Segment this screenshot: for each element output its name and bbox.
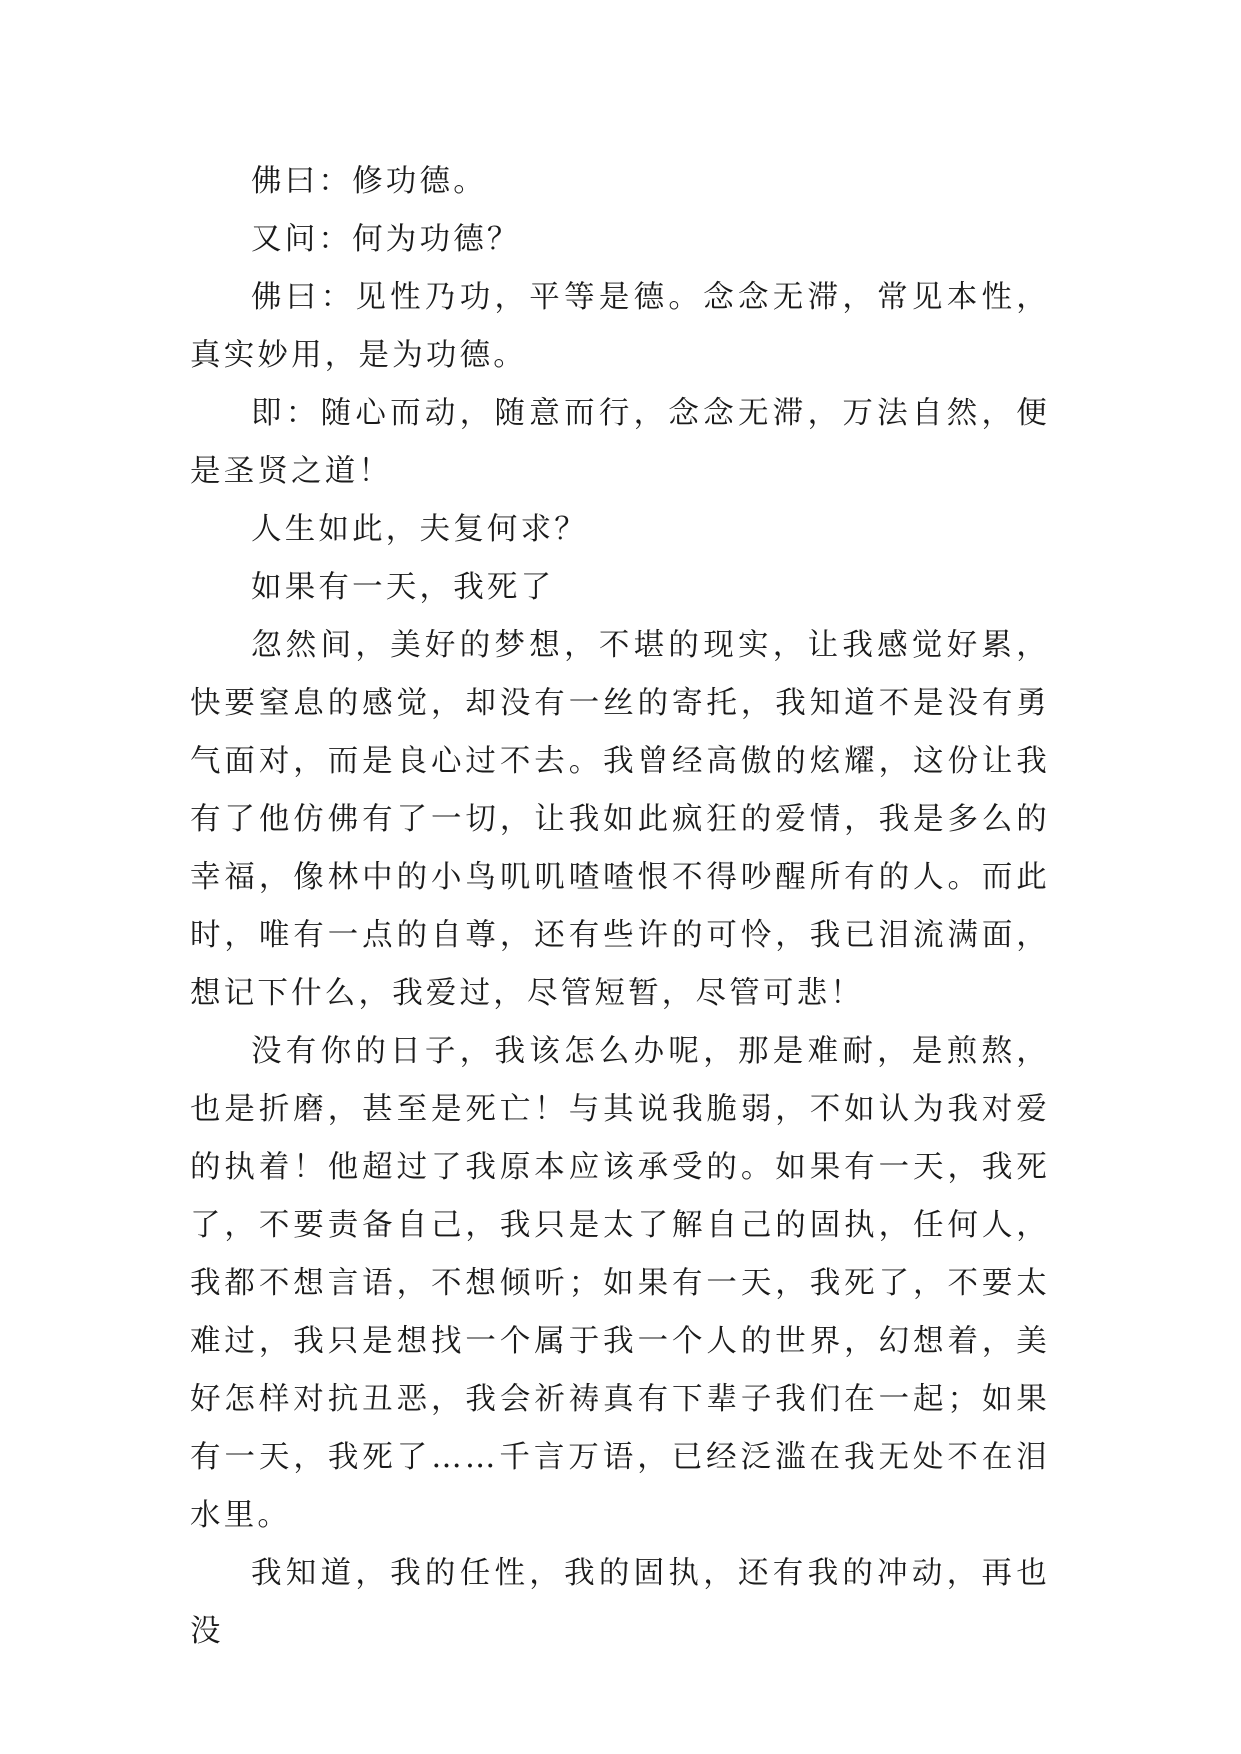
document-body	[190, 153, 1050, 1661]
paragraph: 没有你的日子，我该怎么办呢，那是难耐，是煎熬，也是折磨，甚至是死亡！与其说我脆弱，不如认为我对爱的执着！他超过了我原本应该承受的。如果有一天，我死了，不要责备自己，我只是太了解自己的固执，任何人，我都不想言语，不想倾听；如果有一天，我死了，不要太难过，我只是想找一个属于我一个人的世界，幻想着，美好怎样对抗丑恶，我会祈祷真有下辈子我们在一起；如果有一天，我死了……千言万语，已经泛滥在我无处不在泪水里。	[190, 1034, 1050, 1533]
paragraph: 佛曰：修功德。	[251, 164, 487, 199]
paragraph: 忽然间，美好的梦想，不堪的现实，让我感觉好累，快要窒息的感觉，却没有一丝的寄托，我知道不是没有勇气面对，而是良心过不去。我曾经高傲的炫耀，这份让我有了他仿佛有了一切，让我如此疯狂的爱情，我是多么的幸福，像林中的小鸟叽叽喳喳恨不得吵醒所有的人。而此时，唯有一点的自尊，还有些许的可怜，我已泪流满面，想记下什么，我爱过，尽管短暂，尽管可悲！	[190, 628, 1050, 1011]
paragraph: 我知道，我的任性，我的固执，还有我的冲动，再也没	[190, 1556, 1050, 1649]
paragraph: 佛曰：见性乃功，平等是德。念念无滞，常见本性，真实妙用，是为功德。	[190, 280, 1050, 373]
paragraph: 即：随心而动，随意而行，念念无滞，万法自然，便是圣贤之道！	[190, 396, 1050, 489]
paragraph: 人生如此，夫复何求？	[251, 512, 588, 547]
paragraph: 如果有一天，我死了	[251, 570, 555, 605]
paragraph: 又问：何为功德？	[251, 222, 521, 257]
